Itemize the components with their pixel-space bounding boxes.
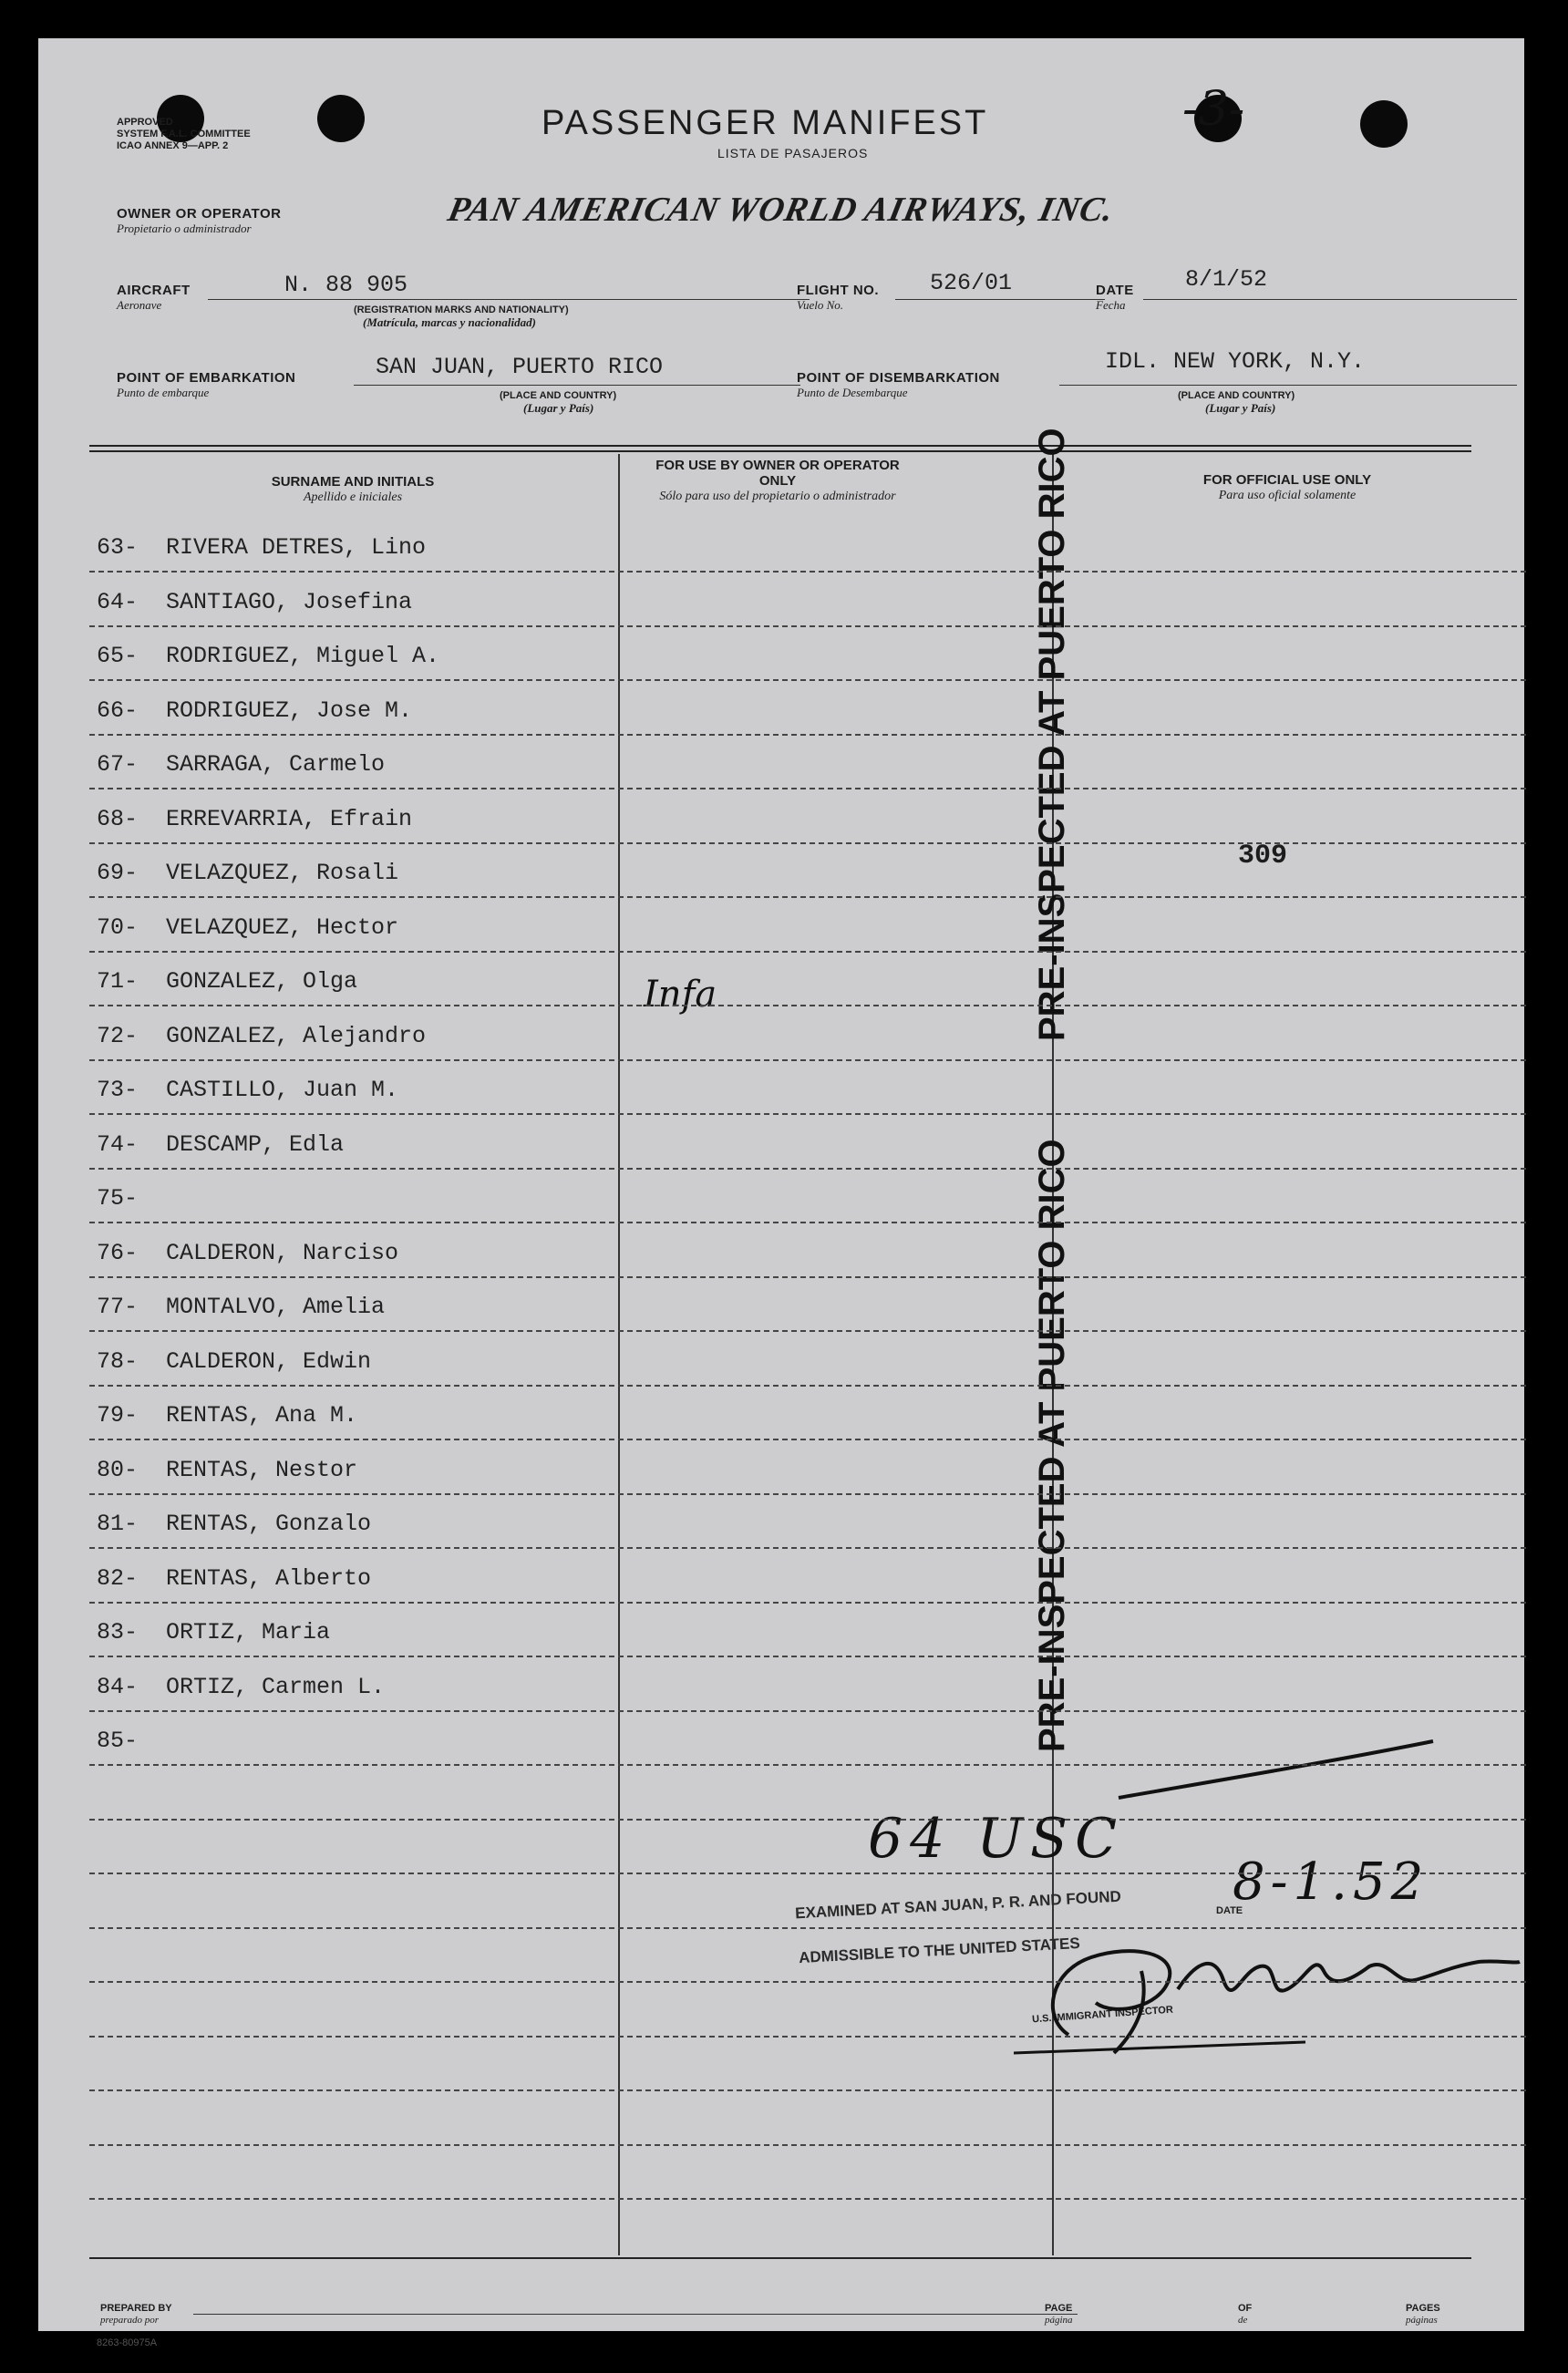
row-number: 83- [97, 1619, 139, 1646]
page-number: -3- [1182, 82, 1245, 137]
passenger-name: SARRAGA, Carmelo [166, 751, 386, 778]
prepared-by-label-es: preparado por [100, 2315, 160, 2326]
date-label-es: Fecha [1096, 298, 1126, 312]
passenger-name: RENTAS, Gonzalo [166, 1511, 372, 1537]
punch-hole-right-2 [1360, 100, 1408, 148]
disembark-label: POINT OF DISEMBARKATION [797, 370, 1000, 386]
col-divider-1 [618, 454, 620, 2255]
row-rule [89, 734, 1526, 736]
approval-block [117, 117, 251, 152]
approval-line-1: APPROVED [117, 117, 173, 128]
row-rule [89, 896, 1526, 898]
row-rule [89, 571, 1526, 573]
row-number: 78- [97, 1348, 139, 1375]
row-number: 73- [97, 1077, 139, 1103]
passenger-name: ORTIZ, Carmen L. [166, 1674, 386, 1700]
col-head-surname [129, 474, 576, 505]
pages-label: PAGES [1406, 2303, 1440, 2314]
official-number: 309 [1238, 841, 1288, 872]
disembark-underline [1059, 385, 1517, 386]
passenger-name: CALDERON, Narciso [166, 1240, 399, 1266]
prepared-by-line [193, 2314, 1078, 2315]
flight-value: 526/01 [930, 270, 1013, 296]
flight-label-block [797, 283, 879, 313]
row-rule [89, 2144, 1526, 2146]
embark-label: POINT OF EMBARKATION [117, 370, 296, 386]
stamp-date-label: DATE [1216, 1905, 1243, 1916]
owner-label-block [117, 206, 281, 236]
row-number: 64- [97, 589, 139, 615]
passenger-name: DESCAMP, Edla [166, 1131, 345, 1158]
owner-label: OWNER OR OPERATOR [117, 206, 282, 222]
handwritten-stroke [1114, 1734, 1442, 1807]
passenger-name: RENTAS, Alberto [166, 1565, 372, 1592]
passenger-name: ORTIZ, Maria [166, 1619, 331, 1646]
airline-name: PAN AMERICAN WORLD AIRWAYS, INC. [444, 191, 1119, 229]
table-top-rule-2 [89, 450, 1471, 452]
col-owner-label: FOR USE BY OWNER OR OPERATOR ONLY [655, 458, 900, 489]
row-number: 81- [97, 1511, 139, 1537]
row-rule [89, 1547, 1526, 1549]
page-label-block [1045, 2303, 1073, 2326]
row-number: 76- [97, 1240, 139, 1266]
row-rule [89, 1927, 1526, 1929]
row-rule [89, 1385, 1526, 1387]
row-number: 79- [97, 1402, 139, 1429]
punch-hole-left-2 [317, 95, 365, 142]
embark-value: SAN JUAN, PUERTO RICO [376, 354, 664, 380]
date-value: 8/1/52 [1185, 266, 1268, 293]
row-rule [89, 1059, 1526, 1061]
table-top-rule-1 [89, 445, 1471, 447]
row-number: 68- [97, 806, 139, 832]
approval-line-2: SYSTEM F.A.L. COMMITTEE [117, 129, 251, 139]
row-number: 67- [97, 751, 139, 778]
of-label-block [1238, 2303, 1252, 2326]
row-rule [89, 2198, 1526, 2200]
preinspected-stamp-lower: PRE-INSPECTED AT PUERTO RICO [1032, 1139, 1072, 1752]
aircraft-label-es: Aeronave [117, 298, 162, 312]
aircraft-label-block [117, 283, 191, 313]
flight-label: FLIGHT NO. [797, 283, 879, 298]
row-rule [89, 951, 1526, 953]
row-number: 85- [97, 1728, 139, 1754]
embark-label-block [117, 370, 295, 400]
passenger-name: RENTAS, Nestor [166, 1457, 358, 1483]
row-number: 65- [97, 643, 139, 669]
flight-underline [895, 299, 1105, 300]
row-number: 63- [97, 534, 139, 561]
disembark-note-es: (Lugar y País) [1205, 401, 1276, 415]
stamp-date: 8-1.52 [1233, 1852, 1429, 1912]
row-number: 70- [97, 914, 139, 941]
col-owner-label-es: Sólo para uso del propietario o administrador [659, 490, 896, 503]
embark-note-es: (Lugar y País) [523, 401, 594, 415]
of-label: OF [1238, 2303, 1253, 2314]
pages-label-block [1406, 2303, 1440, 2326]
handwritten-count: 64 USC [868, 1807, 1124, 1871]
page-label: PAGE [1045, 2303, 1073, 2314]
row-rule [89, 1168, 1526, 1170]
disembark-label-es: Punto de Desembarque [797, 386, 908, 399]
row-rule [89, 1764, 1526, 1766]
prepared-by-block [100, 2303, 172, 2326]
manifest-sheet [38, 38, 1524, 2348]
aircraft-underline [208, 299, 810, 300]
row-rule [89, 1113, 1526, 1115]
passenger-name: GONZALEZ, Alejandro [166, 1023, 427, 1049]
row-rule [89, 1656, 1526, 1657]
date-label-block [1096, 283, 1134, 313]
table-bottom-rule [89, 2257, 1471, 2259]
date-label: DATE [1096, 283, 1134, 298]
inspector-signature [1005, 1916, 1524, 2062]
prepared-by-label: PREPARED BY [100, 2303, 172, 2314]
row-rule [89, 2036, 1526, 2038]
col-head-owner [655, 458, 901, 504]
row-rule [89, 1819, 1526, 1821]
row-number: 74- [97, 1131, 139, 1158]
approval-line-3: ICAO ANNEX 9—APP. 2 [117, 140, 229, 151]
examined-stamp: EXAMINED AT SAN JUAN, P. R. AND FOUND [794, 1887, 1122, 1923]
passenger-name: VELAZQUEZ, Hector [166, 914, 399, 941]
row-rule [89, 1439, 1526, 1440]
col-official-label: FOR OFFICIAL USE ONLY [1202, 472, 1372, 488]
col-surname-label: SURNAME AND INITIALS [271, 474, 435, 490]
row-number: 69- [97, 860, 139, 886]
row-rule [89, 1330, 1526, 1332]
date-underline [1143, 299, 1517, 300]
of-label-es: de [1238, 2315, 1248, 2326]
aircraft-note-es: (Matrícula, marcas y nacionalidad) [363, 315, 536, 329]
form-code: 8263-80975A [97, 2337, 158, 2348]
row-rule [89, 1222, 1526, 1223]
passenger-name: VELAZQUEZ, Rosali [166, 860, 399, 886]
row-number: 84- [97, 1674, 139, 1700]
row-rule [89, 1005, 1526, 1006]
row-rule [89, 1710, 1526, 1712]
disembark-value: IDL. NEW YORK, N.Y. [1105, 348, 1366, 375]
pages-label-es: páginas [1406, 2315, 1438, 2326]
page-title: PASSENGER MANIFEST [542, 104, 989, 142]
row-rule [89, 1873, 1526, 1874]
preinspected-stamp-upper: PRE-INSPECTED AT PUERTO RICO [1032, 428, 1072, 1041]
passenger-name: SANTIAGO, Josefina [166, 589, 413, 615]
passenger-name: RODRIGUEZ, Miguel A. [166, 643, 440, 669]
row-rule [89, 1276, 1526, 1278]
row-number: 80- [97, 1457, 139, 1483]
page-label-es: página [1045, 2315, 1073, 2326]
row-rule [89, 788, 1526, 789]
col-surname-label-es: Apellido e iniciales [303, 490, 403, 504]
page-subtitle: LISTA DE PASAJEROS [717, 146, 869, 160]
embark-underline [354, 385, 800, 386]
row-number: 82- [97, 1565, 139, 1592]
row-number: 75- [97, 1185, 139, 1212]
passenger-name: RENTAS, Ana M. [166, 1402, 358, 1429]
row-rule [89, 1493, 1526, 1495]
row-number: 77- [97, 1294, 139, 1320]
flight-label-es: Vuelo No. [797, 298, 844, 312]
passenger-name: ERREVARRIA, Efrain [166, 806, 413, 832]
owner-label-es: Propietario o administrador [117, 222, 252, 235]
inspector-label: U.S. IMMIGRANT INSPECTOR [1031, 2004, 1174, 2026]
passenger-name: CASTILLO, Juan M. [166, 1077, 399, 1103]
embark-note: (PLACE AND COUNTRY) [500, 390, 617, 401]
row-number: 72- [97, 1023, 139, 1049]
row-rule [89, 2089, 1526, 2091]
admissible-stamp: ADMISSIBLE TO THE UNITED STATES [798, 1934, 1081, 1967]
passenger-name: GONZALEZ, Olga [166, 968, 358, 995]
row-rule [89, 842, 1526, 844]
infant-note: Infa [644, 974, 717, 1016]
passenger-name: RIVERA DETRES, Lino [166, 534, 427, 561]
row-rule [89, 679, 1526, 681]
col-head-official [1114, 472, 1460, 503]
aircraft-label: AIRCRAFT [117, 283, 191, 298]
row-rule [89, 1981, 1526, 1983]
disembark-label-block [797, 370, 1000, 400]
row-number: 66- [97, 697, 139, 724]
row-number: 71- [97, 968, 139, 995]
aircraft-value: N. 88 905 [284, 272, 408, 298]
embark-label-es: Punto de embarque [117, 386, 210, 399]
col-official-label-es: Para uso oficial solamente [1218, 489, 1357, 502]
disembark-note: (PLACE AND COUNTRY) [1178, 390, 1295, 401]
row-rule [89, 1602, 1526, 1604]
aircraft-note: (REGISTRATION MARKS AND NATIONALITY) [354, 304, 569, 315]
passenger-name: MONTALVO, Amelia [166, 1294, 386, 1320]
passenger-name: CALDERON, Edwin [166, 1348, 372, 1375]
passenger-name: RODRIGUEZ, Jose M. [166, 697, 413, 724]
row-rule [89, 625, 1526, 627]
